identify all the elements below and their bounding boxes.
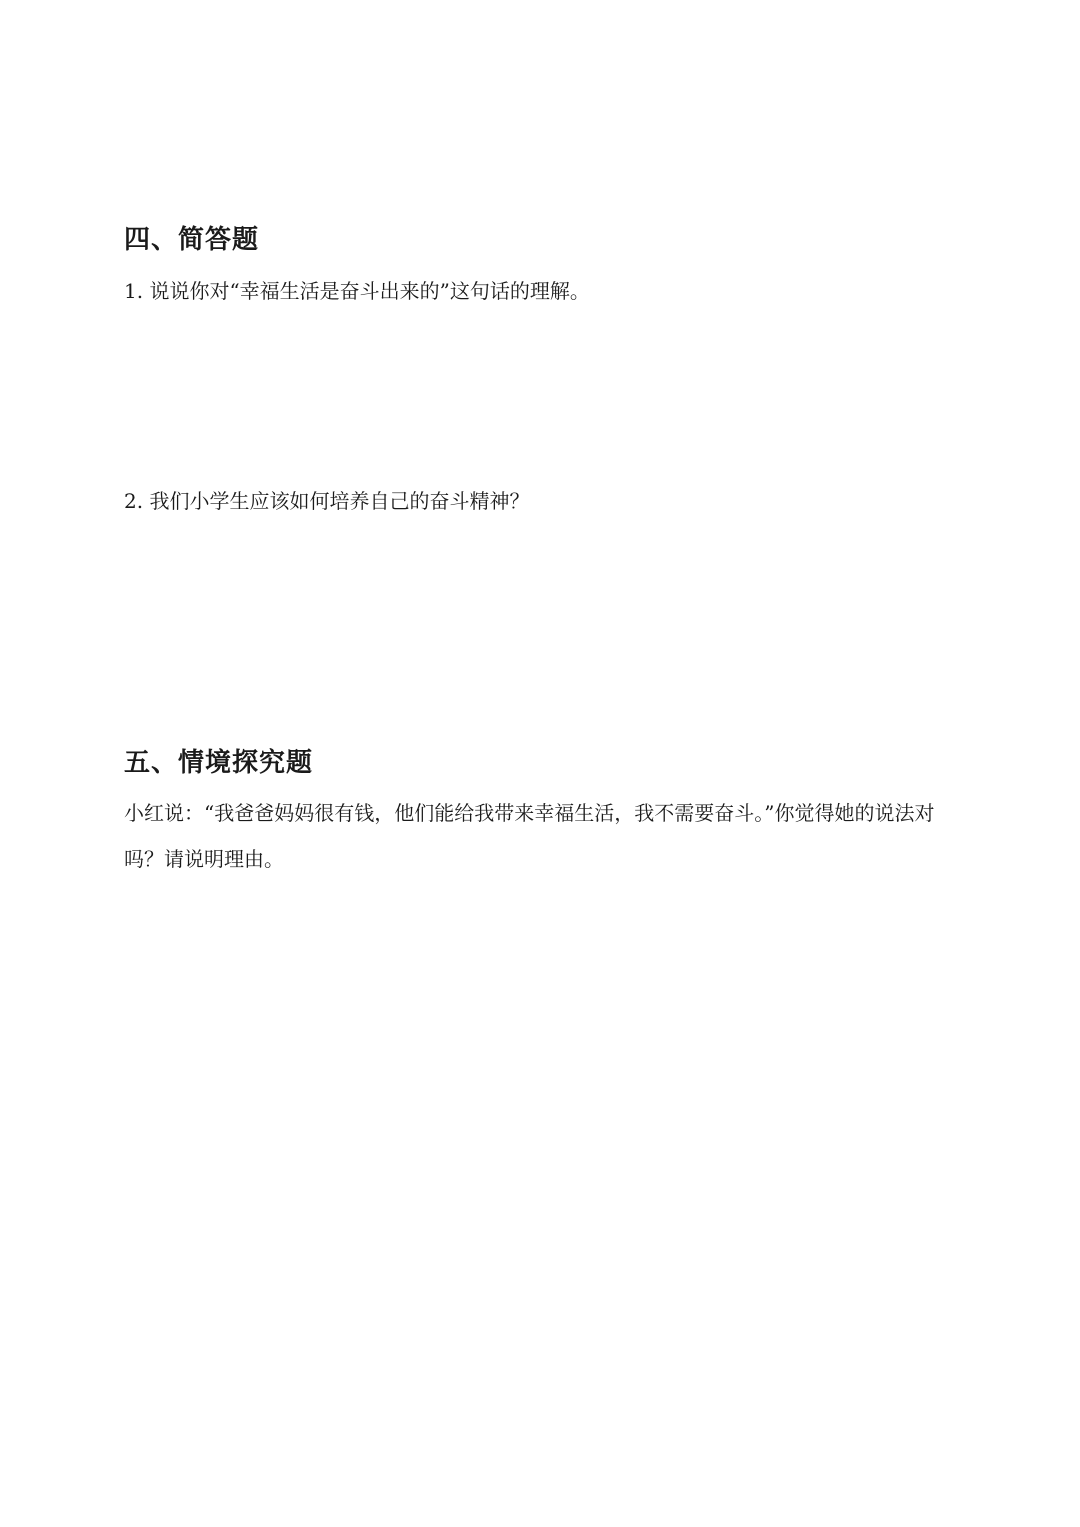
question-2: 2. 我们小学生应该如何培养自己的奋斗精神？ <box>124 489 530 513</box>
question-1: 1. 说说你对“幸福生活是奋斗出来的”这句话的理解。 <box>124 279 590 303</box>
scenario-question: 小红说：“我爸爸妈妈很有钱，他们能给我带来幸福生活，我不需要奋斗。”你觉得她的说法对吗？请说明理由。 <box>124 801 935 871</box>
section-title-scenario-inquiry: 五、情境探究题 <box>124 748 314 778</box>
section-title-short-answer: 四、简答题 <box>124 225 260 255</box>
